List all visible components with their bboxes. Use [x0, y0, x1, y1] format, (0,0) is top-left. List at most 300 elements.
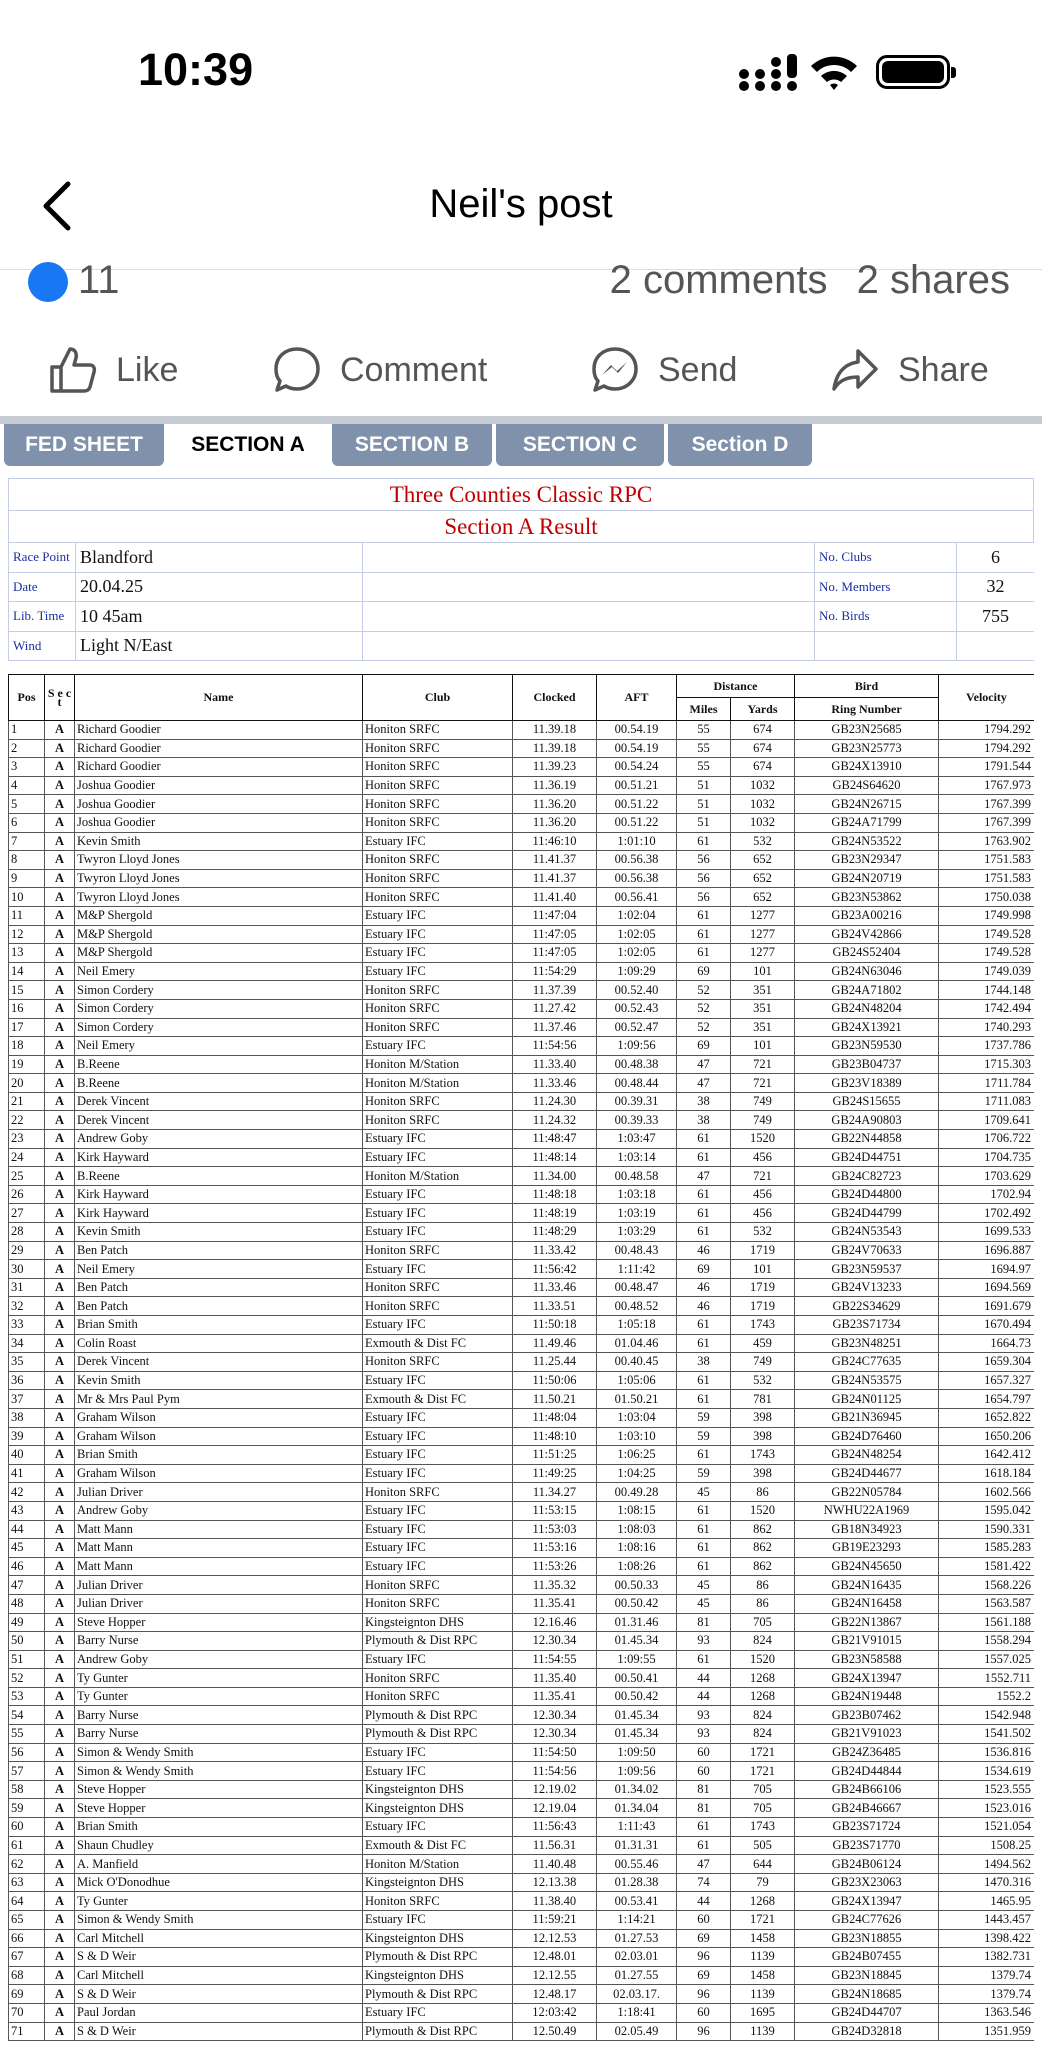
clocked-cell: 11.25.44	[513, 1353, 597, 1372]
sect-cell: A	[45, 1278, 75, 1297]
miles-cell: 38	[677, 1092, 731, 1111]
miles-cell: 44	[677, 1687, 731, 1706]
ring-cell: GB18N34923	[795, 1520, 939, 1539]
ring-cell: GB24S64620	[795, 776, 939, 795]
tab-section-c[interactable]: SECTION C	[496, 424, 664, 466]
name-cell: Graham Wilson	[75, 1408, 363, 1427]
miles-cell: 47	[677, 1055, 731, 1074]
aft-cell: 1:03:14	[597, 1148, 677, 1167]
like-button[interactable]	[48, 335, 178, 405]
tab-section-a[interactable]: SECTION A	[168, 424, 328, 466]
aft-cell: 01.31.46	[597, 1613, 677, 1632]
sect-cell: A	[45, 1185, 75, 1204]
clocked-cell: 11:50:18	[513, 1316, 597, 1335]
yards-cell: 101	[731, 1037, 795, 1056]
ring-cell: GB23X23063	[795, 1873, 939, 1892]
table-row	[9, 795, 1035, 814]
name-cell: Andrew Goby	[75, 1501, 363, 1520]
table-row	[9, 1855, 1035, 1874]
table-row	[9, 1092, 1035, 1111]
name-cell: Graham Wilson	[75, 1464, 363, 1483]
status-bar	[0, 0, 1042, 140]
name-cell: Carl Mitchell	[75, 1966, 363, 1985]
aft-cell: 00.48.43	[597, 1241, 677, 1260]
miles-cell: 69	[677, 1260, 731, 1279]
lib-time-value: 10 45am	[76, 602, 363, 632]
sect-cell: A	[45, 1316, 75, 1335]
miles-cell: 61	[677, 1130, 731, 1149]
club-cell: Honiton M/Station	[363, 1074, 513, 1093]
pos-cell: 49	[9, 1613, 45, 1632]
name-cell: A. Manfield	[75, 1855, 363, 1874]
aft-cell: 1:02:04	[597, 906, 677, 925]
cellular-signal-icon	[738, 52, 806, 92]
table-row	[9, 1037, 1035, 1056]
yards-cell: 505	[731, 1836, 795, 1855]
club-cell: Honiton SRFC	[363, 813, 513, 832]
pos-cell: 54	[9, 1706, 45, 1725]
sect-cell: A	[45, 832, 75, 851]
tab-fed-sheet[interactable]: FED SHEET	[4, 424, 164, 466]
sect-cell: A	[45, 1483, 75, 1502]
aft-cell: 02.05.49	[597, 2022, 677, 2041]
velocity-cell: 1536.816	[939, 1743, 1035, 1762]
share-button[interactable]	[830, 335, 989, 405]
miles-cell: 56	[677, 851, 731, 870]
club-cell: Estuary IFC	[363, 832, 513, 851]
velocity-cell: 1552.711	[939, 1669, 1035, 1688]
name-cell: B.Reene	[75, 1055, 363, 1074]
velocity-cell: 1751.583	[939, 851, 1035, 870]
miles-cell: 69	[677, 1966, 731, 1985]
aft-cell: 1:09:56	[597, 1762, 677, 1781]
name-cell: Colin Roast	[75, 1334, 363, 1353]
miles-cell: 61	[677, 944, 731, 963]
ring-cell: GB24V13233	[795, 1278, 939, 1297]
tab-section-d[interactable]: Section D	[668, 424, 812, 466]
name-cell: Simon & Wendy Smith	[75, 1911, 363, 1930]
result-sheet	[8, 478, 1034, 2048]
miles-cell: 93	[677, 1706, 731, 1725]
miles-cell: 93	[677, 1632, 731, 1651]
velocity-cell: 1398.422	[939, 1929, 1035, 1948]
aft-cell: 1:14:21	[597, 1911, 677, 1930]
velocity-cell: 1670.494	[939, 1316, 1035, 1335]
table-row	[9, 1873, 1035, 1892]
name-cell: Twyron Lloyd Jones	[75, 851, 363, 870]
club-cell: Honiton SRFC	[363, 1687, 513, 1706]
name-cell: Ty Gunter	[75, 1669, 363, 1688]
clocked-cell: 11:59:21	[513, 1911, 597, 1930]
pos-cell: 59	[9, 1799, 45, 1818]
name-cell: B.Reene	[75, 1167, 363, 1186]
yards-cell: 1719	[731, 1278, 795, 1297]
birds-value: 755	[957, 602, 1035, 632]
table-row	[9, 2003, 1035, 2022]
name-cell: Kevin Smith	[75, 1371, 363, 1390]
name-cell: Derek Vincent	[75, 1353, 363, 1372]
aft-cell: 00.48.47	[597, 1278, 677, 1297]
club-cell: Plymouth & Dist RPC	[363, 1706, 513, 1725]
table-row	[9, 999, 1035, 1018]
ring-cell: GB24D44751	[795, 1148, 939, 1167]
yards-cell: 1139	[731, 2022, 795, 2041]
velocity-cell: 1750.038	[939, 888, 1035, 907]
aft-cell: 1:04:25	[597, 1464, 677, 1483]
yards-cell: 456	[731, 1204, 795, 1223]
clocked-cell: 11.40.48	[513, 1855, 597, 1874]
velocity-cell: 1552.2	[939, 1687, 1035, 1706]
aft-cell: 1:09:50	[597, 1743, 677, 1762]
comment-share-counts	[610, 258, 1010, 303]
sect-cell: A	[45, 1204, 75, 1223]
ring-cell: GB21N36945	[795, 1408, 939, 1427]
table-row	[9, 758, 1035, 777]
table-row	[9, 1687, 1035, 1706]
table-row	[9, 1408, 1035, 1427]
ring-cell: GB22S34629	[795, 1297, 939, 1316]
ring-cell: GB24V42866	[795, 925, 939, 944]
send-label: Send	[658, 350, 738, 389]
post-actions	[0, 335, 1042, 405]
yards-cell: 532	[731, 1371, 795, 1390]
velocity-cell: 1694.569	[939, 1278, 1035, 1297]
sect-cell: A	[45, 795, 75, 814]
ring-cell: GB24D44844	[795, 1762, 939, 1781]
clocked-cell: 11.33.46	[513, 1074, 597, 1093]
velocity-cell: 1691.679	[939, 1297, 1035, 1316]
miles-cell: 61	[677, 1148, 731, 1167]
miles-cell: 61	[677, 906, 731, 925]
miles-cell: 55	[677, 721, 731, 740]
ring-cell: GB24N01125	[795, 1390, 939, 1409]
yards-cell: 705	[731, 1799, 795, 1818]
velocity-cell: 1542.948	[939, 1706, 1035, 1725]
pos-cell: 38	[9, 1408, 45, 1427]
aft-cell: 01.27.53	[597, 1929, 677, 1948]
club-cell: Honiton SRFC	[363, 1297, 513, 1316]
name-cell: Richard Goodier	[75, 739, 363, 758]
velocity-cell: 1521.054	[939, 1818, 1035, 1837]
col-distance: Distance	[677, 675, 795, 698]
name-cell: Matt Mann	[75, 1520, 363, 1539]
clocked-cell: 11:54:56	[513, 1037, 597, 1056]
club-cell: Honiton SRFC	[363, 1483, 513, 1502]
aft-cell: 01.45.34	[597, 1706, 677, 1725]
ring-cell: GB22N44858	[795, 1130, 939, 1149]
clocked-cell: 11.33.40	[513, 1055, 597, 1074]
sect-cell: A	[45, 1669, 75, 1688]
name-cell: Neil Emery	[75, 962, 363, 981]
miles-cell: 60	[677, 2003, 731, 2022]
col-club: Club	[363, 675, 513, 721]
club-cell: Estuary IFC	[363, 1408, 513, 1427]
ring-cell: GB24X13921	[795, 1018, 939, 1037]
info-spacer	[957, 631, 1035, 661]
club-cell: Kingsteignton DHS	[363, 1873, 513, 1892]
pos-cell: 46	[9, 1557, 45, 1576]
velocity-cell: 1650.206	[939, 1427, 1035, 1446]
clocked-cell: 12.30.34	[513, 1632, 597, 1651]
clocked-cell: 11:53:03	[513, 1520, 597, 1539]
pos-cell: 4	[9, 776, 45, 795]
miles-cell: 46	[677, 1278, 731, 1297]
club-cell: Estuary IFC	[363, 1204, 513, 1223]
club-cell: Estuary IFC	[363, 962, 513, 981]
table-row	[9, 721, 1035, 740]
yards-cell: 1719	[731, 1297, 795, 1316]
back-arrow-icon[interactable]	[38, 180, 78, 232]
ring-cell: GB24N48254	[795, 1446, 939, 1465]
table-row	[9, 1632, 1035, 1651]
table-row	[9, 1520, 1035, 1539]
comment-count[interactable]: 2 comments	[609, 258, 828, 302]
name-cell: Andrew Goby	[75, 1650, 363, 1669]
pos-cell: 6	[9, 813, 45, 832]
clocked-cell: 11.34.27	[513, 1483, 597, 1502]
miles-cell: 46	[677, 1297, 731, 1316]
aft-cell: 1:02:05	[597, 925, 677, 944]
club-cell: Estuary IFC	[363, 1539, 513, 1558]
name-cell: S & D Weir	[75, 2022, 363, 2041]
miles-cell: 61	[677, 1650, 731, 1669]
clocked-cell: 11:48:04	[513, 1408, 597, 1427]
pos-cell: 21	[9, 1092, 45, 1111]
sect-cell: A	[45, 1427, 75, 1446]
col-aft: AFT	[597, 675, 677, 721]
yards-cell: 101	[731, 1260, 795, 1279]
table-row	[9, 1706, 1035, 1725]
clocked-cell: 11.27.42	[513, 999, 597, 1018]
table-row	[9, 1130, 1035, 1149]
sect-cell: A	[45, 1687, 75, 1706]
sect-cell: A	[45, 813, 75, 832]
club-cell: Estuary IFC	[363, 1464, 513, 1483]
yards-cell: 1743	[731, 1446, 795, 1465]
clocked-cell: 11.39.18	[513, 721, 597, 740]
club-cell: Honiton SRFC	[363, 1576, 513, 1595]
sect-cell: A	[45, 1966, 75, 1985]
clocked-cell: 11.35.32	[513, 1576, 597, 1595]
info-spacer	[363, 631, 815, 661]
aft-cell: 01.45.34	[597, 1632, 677, 1651]
pos-cell: 41	[9, 1464, 45, 1483]
miles-cell: 96	[677, 2022, 731, 2041]
name-cell: Richard Goodier	[75, 721, 363, 740]
table-row	[9, 739, 1035, 758]
velocity-cell: 1657.327	[939, 1371, 1035, 1390]
yards-cell: 652	[731, 869, 795, 888]
lib-time-label: Lib. Time	[9, 602, 76, 632]
velocity-cell: 1715.303	[939, 1055, 1035, 1074]
aft-cell: 02.03.01	[597, 1948, 677, 1967]
yards-cell: 749	[731, 1092, 795, 1111]
pos-cell: 32	[9, 1297, 45, 1316]
name-cell: Mr & Mrs Paul Pym	[75, 1390, 363, 1409]
aft-cell: 00.39.31	[597, 1092, 677, 1111]
sect-cell: A	[45, 1520, 75, 1539]
aft-cell: 1:06:25	[597, 1446, 677, 1465]
aft-cell: 1:05:06	[597, 1371, 677, 1390]
velocity-cell: 1749.528	[939, 944, 1035, 963]
yards-cell: 862	[731, 1557, 795, 1576]
velocity-cell: 1742.494	[939, 999, 1035, 1018]
clocked-cell: 11:51:25	[513, 1446, 597, 1465]
name-cell: Kevin Smith	[75, 832, 363, 851]
sect-cell: A	[45, 1408, 75, 1427]
miles-cell: 61	[677, 1371, 731, 1390]
club-cell: Kingsteignton DHS	[363, 1613, 513, 1632]
miles-cell: 44	[677, 1892, 731, 1911]
sect-cell: A	[45, 1111, 75, 1130]
pos-cell: 1	[9, 721, 45, 740]
name-cell: M&P Shergold	[75, 925, 363, 944]
clocked-cell: 11:54:56	[513, 1762, 597, 1781]
pos-cell: 48	[9, 1594, 45, 1613]
pos-cell: 37	[9, 1390, 45, 1409]
pos-cell: 9	[9, 869, 45, 888]
club-cell: Plymouth & Dist RPC	[363, 1985, 513, 2004]
club-cell: Plymouth & Dist RPC	[363, 1632, 513, 1651]
velocity-cell: 1702.492	[939, 1204, 1035, 1223]
yards-cell: 652	[731, 888, 795, 907]
clocked-cell: 12.16.46	[513, 1613, 597, 1632]
yards-cell: 398	[731, 1408, 795, 1427]
miles-cell: 69	[677, 1929, 731, 1948]
table-row	[9, 1948, 1035, 1967]
pos-cell: 17	[9, 1018, 45, 1037]
ring-cell: GB22N13867	[795, 1613, 939, 1632]
pos-cell: 33	[9, 1316, 45, 1335]
ring-cell: GB24D44677	[795, 1464, 939, 1483]
pos-cell: 64	[9, 1892, 45, 1911]
club-cell: Estuary IFC	[363, 2003, 513, 2022]
yards-cell: 456	[731, 1185, 795, 1204]
name-cell: Kevin Smith	[75, 1223, 363, 1242]
ring-cell: GB23N18845	[795, 1966, 939, 1985]
aft-cell: 1:01:10	[597, 832, 677, 851]
ring-cell: GB24D32818	[795, 2022, 939, 2041]
yards-cell: 351	[731, 981, 795, 1000]
miles-cell: 81	[677, 1780, 731, 1799]
miles-cell: 61	[677, 832, 731, 851]
sect-cell: A	[45, 999, 75, 1018]
miles-cell: 52	[677, 999, 731, 1018]
pos-cell: 15	[9, 981, 45, 1000]
tab-section-b[interactable]: SECTION B	[332, 424, 492, 466]
club-cell: Honiton SRFC	[363, 758, 513, 777]
velocity-cell: 1561.188	[939, 1613, 1035, 1632]
sect-cell: A	[45, 1464, 75, 1483]
velocity-cell: 1740.293	[939, 1018, 1035, 1037]
yards-cell: 456	[731, 1148, 795, 1167]
table-row	[9, 1743, 1035, 1762]
ring-cell: GB24A90803	[795, 1111, 939, 1130]
velocity-cell: 1379.74	[939, 1985, 1035, 2004]
pos-cell: 71	[9, 2022, 45, 2041]
sect-cell: A	[45, 1632, 75, 1651]
comment-button[interactable]	[272, 335, 487, 405]
yards-cell: 1721	[731, 1743, 795, 1762]
name-cell: Steve Hopper	[75, 1780, 363, 1799]
clocked-cell: 12.48.01	[513, 1948, 597, 1967]
ring-cell: GB23S71770	[795, 1836, 939, 1855]
share-count[interactable]: 2 shares	[856, 258, 1010, 302]
yards-cell: 1032	[731, 776, 795, 795]
aft-cell: 1:03:19	[597, 1204, 677, 1223]
pos-cell: 53	[9, 1687, 45, 1706]
sect-cell: A	[45, 1353, 75, 1372]
table-row	[9, 1316, 1035, 1335]
sect-cell: A	[45, 1055, 75, 1074]
ring-cell: GB24B66106	[795, 1780, 939, 1799]
club-cell: Estuary IFC	[363, 1501, 513, 1520]
miles-cell: 59	[677, 1427, 731, 1446]
clocked-cell: 11:56:42	[513, 1260, 597, 1279]
sheet-subtitle: Section A Result	[8, 510, 1034, 542]
sect-cell: A	[45, 981, 75, 1000]
send-button[interactable]	[590, 335, 737, 405]
like-count[interactable]: 11	[78, 258, 120, 302]
sect-cell: A	[45, 1799, 75, 1818]
name-cell: S & D Weir	[75, 1985, 363, 2004]
sect-cell: A	[45, 1130, 75, 1149]
ring-cell: GB24S52404	[795, 944, 939, 963]
clocked-cell: 11:47:05	[513, 925, 597, 944]
velocity-cell: 1737.786	[939, 1037, 1035, 1056]
sect-cell: A	[45, 1818, 75, 1837]
yards-cell: 351	[731, 1018, 795, 1037]
velocity-cell: 1618.184	[939, 1464, 1035, 1483]
name-cell: Julian Driver	[75, 1594, 363, 1613]
like-icon	[48, 345, 98, 395]
clocked-cell: 11.36.20	[513, 813, 597, 832]
clocked-cell: 11.37.46	[513, 1018, 597, 1037]
velocity-cell: 1767.973	[939, 776, 1035, 795]
miles-cell: 61	[677, 1223, 731, 1242]
velocity-cell: 1363.546	[939, 2003, 1035, 2022]
miles-cell: 69	[677, 1037, 731, 1056]
comment-label: Comment	[340, 350, 488, 389]
ring-cell: GB24V70633	[795, 1241, 939, 1260]
table-row	[9, 1241, 1035, 1260]
clocked-cell: 11.35.40	[513, 1669, 597, 1688]
pos-cell: 40	[9, 1446, 45, 1465]
name-cell: Simon & Wendy Smith	[75, 1762, 363, 1781]
table-row	[9, 1167, 1035, 1186]
sect-cell: A	[45, 1037, 75, 1056]
sheet-tabs	[0, 424, 1042, 466]
sect-cell: A	[45, 888, 75, 907]
ring-cell: GB24S15655	[795, 1092, 939, 1111]
table-row	[9, 1148, 1035, 1167]
clocked-cell: 12.12.55	[513, 1966, 597, 1985]
name-cell: Paul Jordan	[75, 2003, 363, 2022]
miles-cell: 61	[677, 1446, 731, 1465]
col-ring-number: Ring Number	[795, 698, 939, 721]
miles-cell: 61	[677, 1185, 731, 1204]
yards-cell: 824	[731, 1706, 795, 1725]
name-cell: Neil Emery	[75, 1260, 363, 1279]
aft-cell: 01.34.02	[597, 1780, 677, 1799]
table-row	[9, 888, 1035, 907]
pos-cell: 20	[9, 1074, 45, 1093]
pos-cell: 57	[9, 1762, 45, 1781]
ring-cell: GB24D44799	[795, 1204, 939, 1223]
name-cell: Joshua Goodier	[75, 795, 363, 814]
aft-cell: 1:09:55	[597, 1650, 677, 1669]
pos-cell: 47	[9, 1576, 45, 1595]
